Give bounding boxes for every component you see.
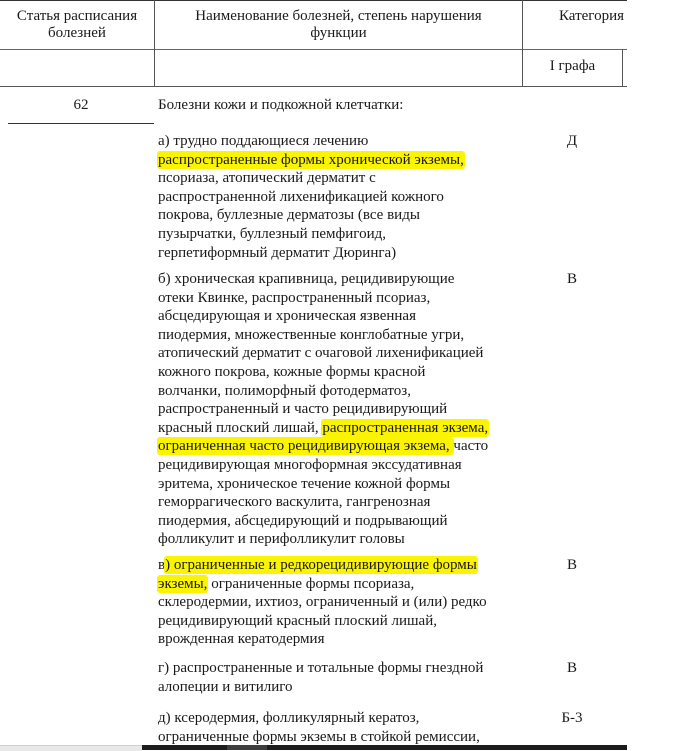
text-line: [158, 244, 528, 263]
category-value-а: Д: [566, 133, 578, 149]
disease-item-а: [158, 132, 528, 262]
disease-item-б: [158, 270, 528, 549]
header-category: Категория: [559, 8, 624, 24]
header-article: [0, 8, 154, 42]
text-segment: покрова, буллезные дерматозы (все виды: [158, 207, 420, 224]
disease-item-г: [158, 659, 528, 696]
text-line: [158, 593, 528, 612]
text-line: [158, 575, 528, 594]
text-segment: г) распространенные и тотальные формы гнездной: [158, 660, 484, 676]
text-line: [158, 307, 528, 326]
text-segment: волчанки, полиморфный фотодерматоз,: [158, 382, 411, 399]
highlighted-text: распространенные формы хронической экземы,: [158, 151, 464, 168]
text-segment: красный плоский лишай,: [158, 419, 323, 436]
text-segment: пиодермия, абсцедирующий и подрывающий: [158, 512, 448, 529]
text-segment: распространенной лихенификацией кожного: [158, 188, 444, 205]
text-line: [158, 419, 528, 438]
article-title: Болезни кожи и подкожной клетчатки:: [158, 97, 404, 113]
text-line: [158, 151, 528, 170]
text-segment: д) ксеродермия, фолликулярный кератоз,: [158, 710, 420, 726]
text-segment: геморрагического васкулита, гангренозная: [158, 494, 431, 511]
text-segment: врожденная кератодермия: [158, 631, 325, 648]
text-segment: б) хроническая крапивница, рецидивирующие: [158, 271, 455, 287]
text-segment: фолликулит и перифолликулит головы: [158, 531, 405, 548]
text-line: [158, 132, 528, 151]
text-segment: пузырчатки, буллезный пемфигоид,: [158, 225, 386, 242]
text-line: [158, 289, 528, 308]
category-value-д: Б-3: [561, 710, 583, 726]
text-segment: герпетиформный дерматит Дюринга): [158, 244, 397, 261]
taskbar-strip: [0, 745, 627, 750]
header-divider: [0, 49, 627, 50]
text-line: [158, 270, 528, 289]
header-disease-line2: функции: [310, 25, 367, 41]
text-segment: отеки Квинке, распространенный псориаз,: [158, 289, 431, 306]
text-segment: рецидивирующий красный плоский лишай,: [158, 612, 437, 629]
table-top-border: [0, 0, 627, 1]
text-line: [158, 659, 528, 678]
text-line: [158, 382, 528, 401]
header-article-line2: болезней: [48, 25, 106, 41]
taskbar-active-item[interactable]: [227, 745, 267, 750]
text-line: [158, 437, 528, 456]
text-line: [158, 556, 528, 575]
highlighted-text: распространенная экзема,: [322, 419, 489, 436]
text-line: [158, 225, 528, 244]
text-segment: атопический дерматит с очаговой лихенификацией: [158, 345, 484, 362]
text-segment: алопеции и витилиго: [158, 678, 293, 695]
text-segment: ограниченные формы экземы в стойкой ремиссии,: [158, 728, 480, 745]
highlighted-text: ограниченная часто рецидивирующая экзема,: [158, 438, 454, 455]
header-disease-name: [155, 8, 522, 42]
text-line: [158, 326, 528, 345]
text-line: [158, 678, 528, 697]
disease-item-д: [158, 709, 528, 746]
text-segment: распространенный и часто рецидивирующий: [158, 401, 448, 418]
text-line: [158, 456, 528, 475]
text-line: [158, 188, 528, 207]
text-line: [158, 206, 528, 225]
text-line: [158, 475, 528, 494]
text-line: [158, 344, 528, 363]
text-segment: а) трудно поддающиеся лечению: [158, 133, 369, 149]
text-line: [158, 530, 528, 549]
text-line: [158, 612, 528, 631]
header-article-line1: Статья расписания: [16, 8, 138, 24]
article-number: 62: [73, 97, 89, 113]
text-segment: в: [158, 557, 166, 573]
subheader-column-1: I графа: [549, 58, 596, 74]
subheader-bottom-border: [0, 86, 627, 87]
category-value-б: В: [566, 271, 577, 287]
text-line: [158, 728, 528, 747]
highlighted-text: ) ограниченные и редкорецидивирующие формы: [165, 557, 477, 573]
text-line: [158, 169, 528, 188]
disease-item-в: [158, 556, 528, 649]
text-segment: кожного покрова, кожные формы красной: [158, 363, 426, 380]
text-segment: абсцедирующая и хроническая язвенная: [158, 308, 416, 325]
text-segment: эритема, хроническое течение кожной формы: [158, 475, 451, 492]
taskbar[interactable]: [142, 745, 627, 750]
header-disease-line1: Наименование болезней, степень нарушения: [195, 8, 482, 24]
category-value-г: В: [566, 660, 577, 676]
highlighted-text: экземы,: [158, 575, 208, 592]
text-line: [158, 709, 528, 728]
article-number-underline: [8, 123, 154, 124]
text-segment: склеродермии, ихтиоз, ограниченный и (или) редко: [158, 594, 487, 611]
text-segment: псориаза, атопический дерматит с: [158, 170, 376, 187]
text-line: [158, 630, 528, 649]
category-value-в: В: [566, 557, 577, 573]
text-line: [158, 493, 528, 512]
text-segment: пиодермия, множественные конглобатные угри,: [158, 326, 465, 343]
text-line: [158, 363, 528, 382]
col3-sub-border: [622, 49, 623, 87]
text-segment: ограниченные формы псориаза,: [207, 575, 415, 592]
text-line: [158, 512, 528, 531]
taskbar-left-area: [0, 745, 142, 751]
text-segment: часто: [453, 438, 489, 455]
text-line: [158, 400, 528, 419]
text-segment: рецидивирующая многоформная экссудативная: [158, 456, 462, 473]
